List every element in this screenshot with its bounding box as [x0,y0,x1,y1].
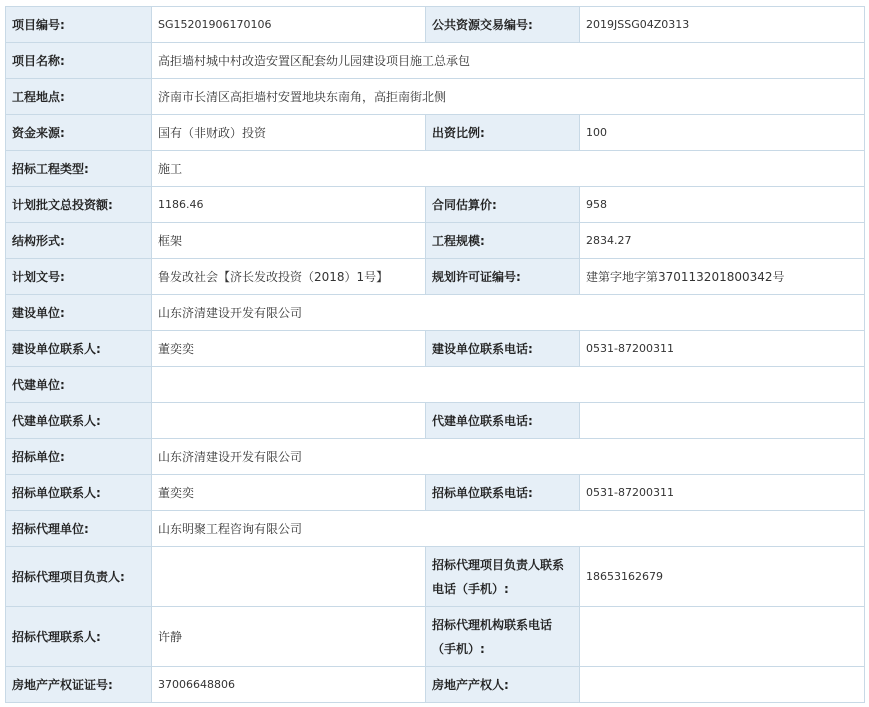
project-scale-value: 2834.27 [580,223,865,259]
row-plan-document [6,259,865,295]
row-tenderer-contact [6,475,865,511]
tenderer-contact-label: 招标单位联系人: [6,475,152,511]
project-scale-label: 工程规模: [426,223,580,259]
row-agency-project-lead [6,547,865,607]
agent-builder-phone-value [580,403,865,439]
agent-builder-contact-value [152,403,426,439]
funding-ratio-value: 100 [580,115,865,151]
row-agency-contact [6,607,865,667]
tender-type-label: 招标工程类型: [6,151,152,187]
agency-phone-value [580,607,865,667]
planning-permit-value: 建第字地字第370113201800342号 [580,259,865,295]
row-structure [6,223,865,259]
plan-document-value: 鲁发改社会【济长发改投资（2018）1号】 [152,259,426,295]
tenderer-contact-value: 董奕奕 [152,475,426,511]
project-location-label: 工程地点: [6,79,152,115]
agent-builder-contact-label: 代建单位联系人: [6,403,152,439]
property-cert-value: 37006648806 [152,667,426,703]
total-investment-label: 计划批文总投资额: [6,187,152,223]
project-info-table [5,6,865,703]
builder-contact-label: 建设单位联系人: [6,331,152,367]
plan-document-label: 计划文号: [6,259,152,295]
row-funding-source [6,115,865,151]
project-name-label: 项目名称: [6,43,152,79]
tenderer-phone-label: 招标单位联系电话: [426,475,580,511]
row-total-investment [6,187,865,223]
project-location-value: 济南市长清区高拒墙村安置地块东南角，高拒南街北侧 [152,79,865,115]
builder-phone-label: 建设单位联系电话: [426,331,580,367]
agency-project-lead-phone-label: 招标代理项目负责人联系电话（手机）: [426,547,580,607]
project-info-panel [5,6,865,703]
row-builder-contact [6,331,865,367]
builder-phone-value: 0531-87200311 [580,331,865,367]
agent-builder-value [152,367,865,403]
row-property-cert [6,667,865,703]
property-owner-label: 房地产产权人: [426,667,580,703]
structure-label: 结构形式: [6,223,152,259]
tenderer-phone-value: 0531-87200311 [580,475,865,511]
funding-source-value: 国有（非财政）投资 [152,115,426,151]
property-cert-label: 房地产产权证证号: [6,667,152,703]
planning-permit-label: 规划许可证编号: [426,259,580,295]
tenderer-value: 山东济清建设开发有限公司 [152,439,865,475]
funding-source-label: 资金来源: [6,115,152,151]
agency-project-lead-value [152,547,426,607]
project-name-value: 高拒墙村城中村改造安置区配套幼儿园建设项目施工总承包 [152,43,865,79]
agency-project-lead-label: 招标代理项目负责人: [6,547,152,607]
row-project-number [6,7,865,43]
builder-contact-value: 董奕奕 [152,331,426,367]
project-number-label: 项目编号: [6,7,152,43]
tender-agency-value: 山东明聚工程咨询有限公司 [152,511,865,547]
tender-agency-label: 招标代理单位: [6,511,152,547]
total-investment-value: 1186.46 [152,187,426,223]
builder-label: 建设单位: [6,295,152,331]
agent-builder-label: 代建单位: [6,367,152,403]
agency-contact-value: 许静 [152,607,426,667]
property-owner-value [580,667,865,703]
builder-value: 山东济清建设开发有限公司 [152,295,865,331]
trade-number-value: 2019JSSG04Z0313 [580,7,865,43]
agency-project-lead-phone-value: 18653162679 [580,547,865,607]
tender-type-value: 施工 [152,151,865,187]
structure-value: 框架 [152,223,426,259]
agent-builder-phone-label: 代建单位联系电话: [426,403,580,439]
tenderer-label: 招标单位: [6,439,152,475]
agency-contact-label: 招标代理联系人: [6,607,152,667]
agency-phone-label: 招标代理机构联系电话（手机）: [426,607,580,667]
contract-estimate-label: 合同估算价: [426,187,580,223]
row-agent-builder-contact [6,403,865,439]
contract-estimate-value: 958 [580,187,865,223]
row-tenderer [6,439,865,475]
row-tender-agency [6,511,865,547]
row-project-name [6,43,865,79]
funding-ratio-label: 出资比例: [426,115,580,151]
row-project-location [6,79,865,115]
row-agent-builder [6,367,865,403]
row-builder [6,295,865,331]
trade-number-label: 公共资源交易编号: [426,7,580,43]
row-tender-type [6,151,865,187]
project-number-value: SG15201906170106 [152,7,426,43]
